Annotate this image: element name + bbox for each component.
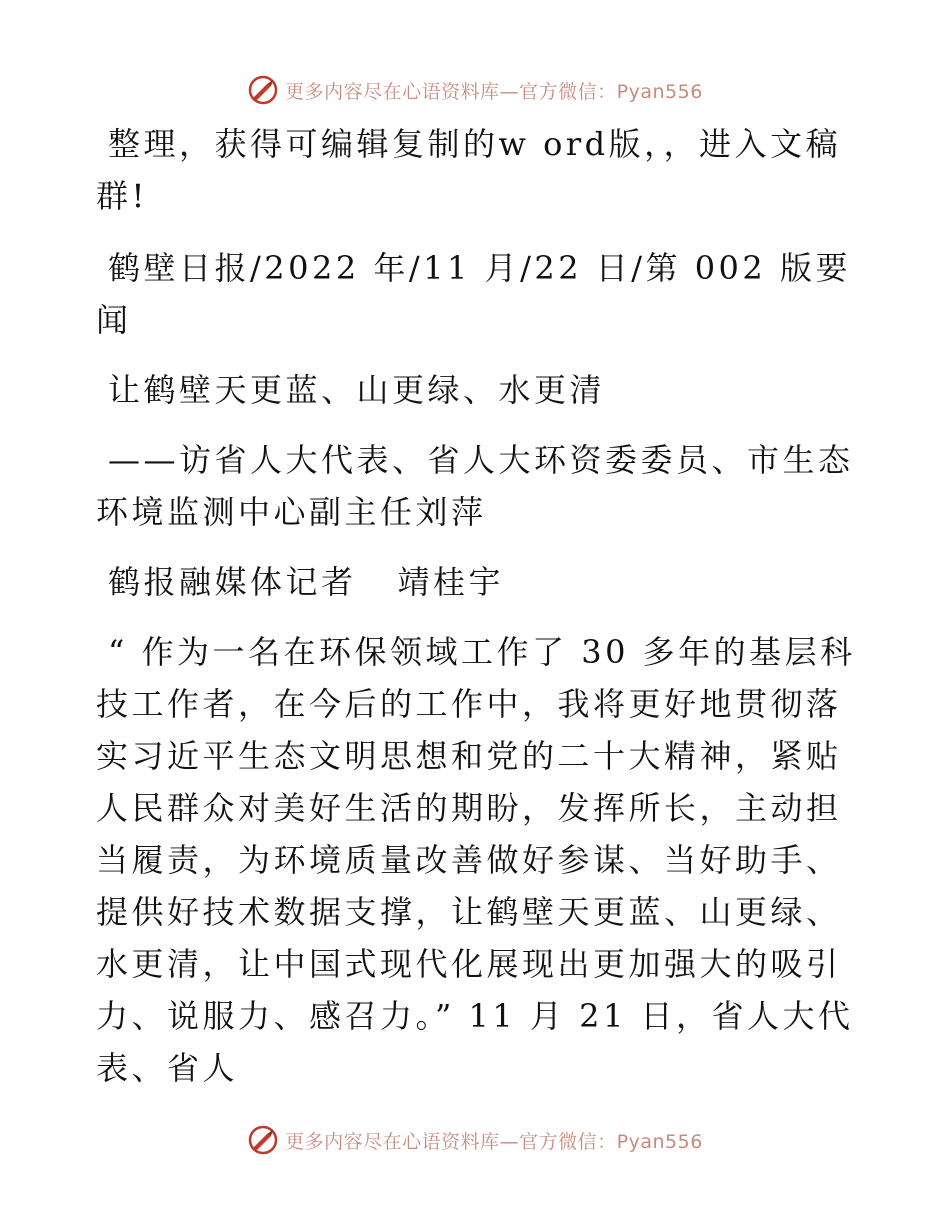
pen-logo-icon <box>247 1124 279 1156</box>
body-paragraph: “ 作为一名在环保领域工作了 30 多年的基层科技工作者，在今后的工作中，我将更好地贯彻落实习近平生态文明思想和党的二十大精神，紧贴人民群众对美好生活的期盼，发挥所长，主动担当履责，为环境质量改善做好参谋、当好助手、提供好技术数据支撑，让鹤壁天更蓝、山更绿、水更清，让中国式现代化展现出更加强大的吸引力、说服力、感召力。” 11 月 21 日，省人大代表、省人 <box>96 633 856 1087</box>
intro-text: 整理，获得可编辑复制的w ord版，，进入文稿群! <box>96 125 842 215</box>
article-headline: 让鹤壁天更蓝、山更绿、水更清 <box>108 371 606 409</box>
watermark-text: 更多内容尽在心语资料库—官方微信：Pyan556 <box>285 1130 703 1153</box>
byline: 鹤报融媒体记者 靖桂宇 <box>108 563 505 601</box>
article-subheadline: ——访省人大代表、省人大环资委委员、市生态环境监测中心副主任刘萍 <box>96 441 854 531</box>
footer-watermark <box>0 1120 950 1160</box>
document-body <box>96 118 856 1094</box>
header-watermark <box>0 70 950 110</box>
watermark-text: 更多内容尽在心语资料库—官方微信：Pyan556 <box>285 80 703 103</box>
pen-logo-icon <box>247 74 279 106</box>
source-line: 鹤壁日报/2022 年/11 月/22 日/第 002 版要闻 <box>96 249 851 339</box>
